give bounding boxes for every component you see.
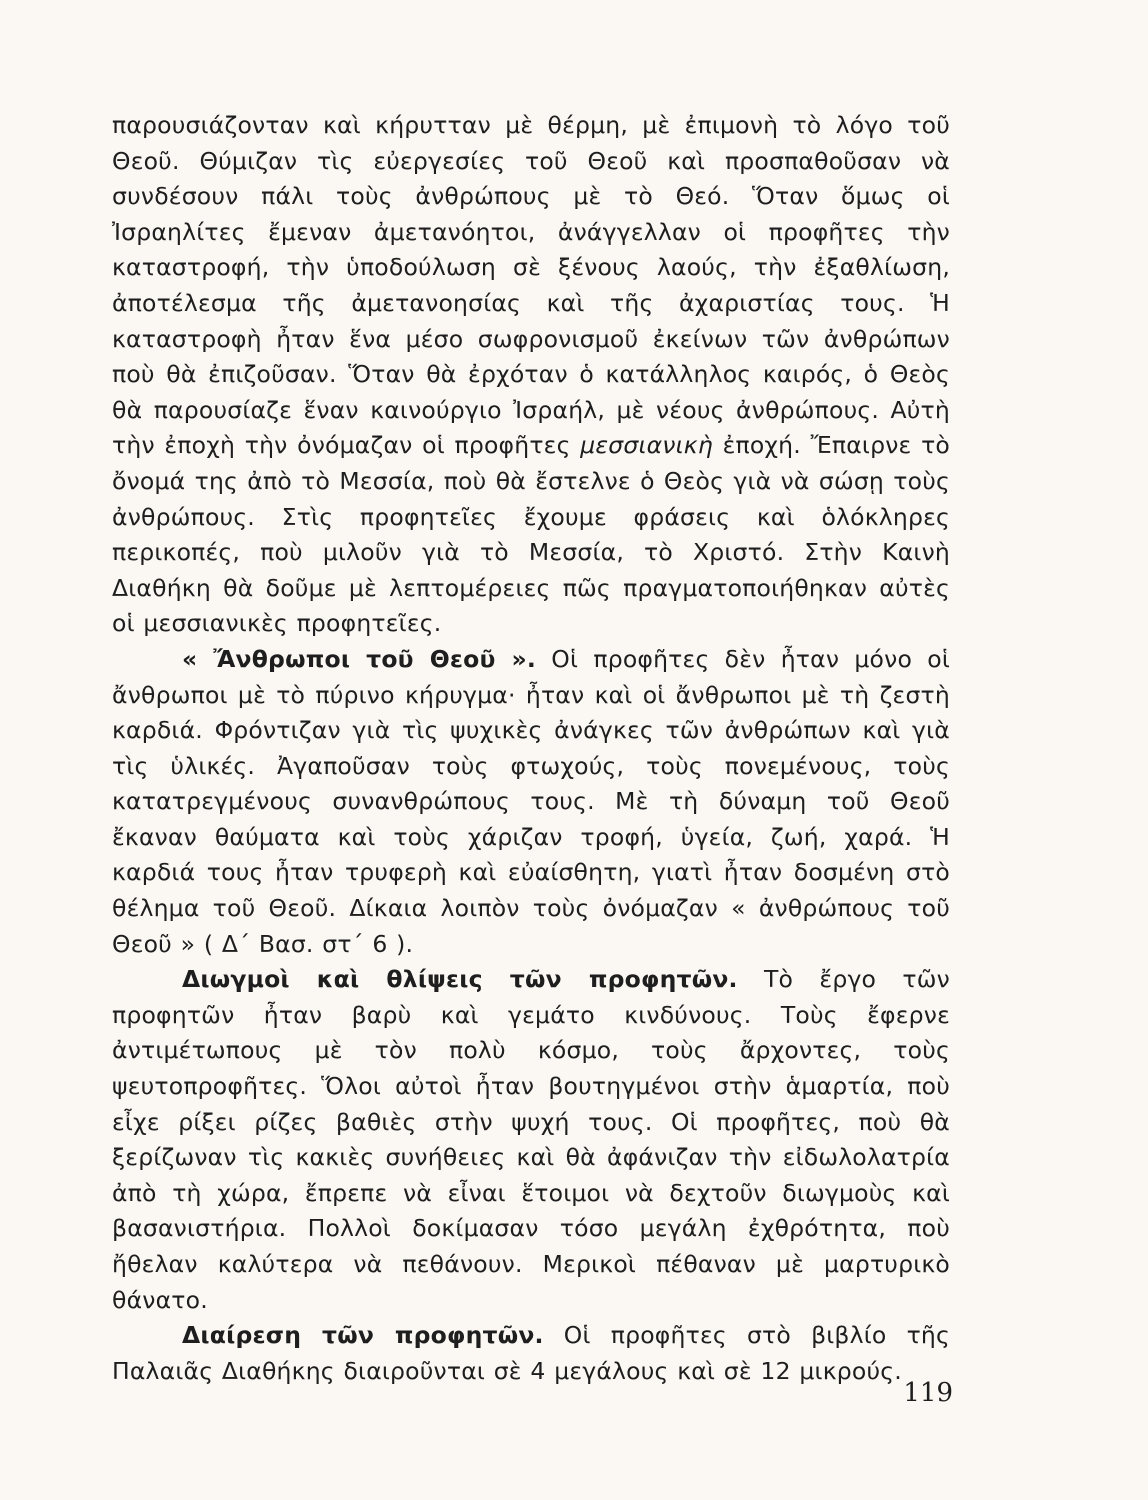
section-heading: Διωγμοὶ καὶ θλίψεις τῶν προφητῶν. (182, 965, 738, 994)
section-heading: Διαίρεση τῶν προφητῶν. (182, 1321, 544, 1350)
paragraph-text: Οἱ προφῆτες στὸ βιβλίο τῆς Παλαιᾶς Διαθήκης διαιροῦνται σὲ 4 μεγάλους καὶ σὲ 12 μικρούς. (112, 1321, 951, 1385)
paragraph-persecutions (112, 962, 950, 1318)
page-number: 119 (903, 1378, 953, 1408)
paragraph-text: παρουσιάζονταν καὶ κήρυτταν μὲ θέρμη, μὲ ἐπιμονὴ τὸ λόγο τοῦ Θεοῦ. Θύμιζαν τὶς εὐεργεσίες τοῦ Θεοῦ καὶ προσπαθοῦσαν νὰ συνδέσουν πάλι τοὺς ἀνθρώπους μὲ τὸ Θεό. Ὅταν ὅμως οἱ Ἰσραηλίτες ἔμεναν ἀμετανόητοι, ἀνάγγελλαν οἱ προφῆτες τὴν καταστροφή, τὴν ὑποδούλωση σὲ ξένους λαούς, τὴν ἐξαθλίωση, ἀποτέλεσμα τῆς ἀμετανοησίας καὶ τῆς ἀχαριστίας τους. Ἡ καταστροφὴ ἦταν ἕνα μέσο σωφρονισμοῦ ἐκείνων τῶν ἀνθρώπων ποὺ θὰ ἐπιζοῦσαν. Ὅταν θὰ ἐρχόταν ὁ κατάλληλος καιρός, ὁ Θεὸς θὰ παρουσίαζε ἕναν καινούργιο Ἰσραήλ, μὲ νέους ἀνθρώπους. Αὐτὴ τὴν ἐποχὴ τὴν ὀνόμαζαν οἱ προφῆτες (112, 111, 950, 460)
paragraph-division (112, 1318, 950, 1389)
paragraph-prophets-message (112, 108, 950, 642)
paragraph-men-of-god (112, 642, 950, 962)
page-text (112, 108, 950, 1389)
paragraph-text-continued: ἐποχή. Ἔπαιρνε τὸ ὄνομά της ἀπὸ τὸ Μεσσία, ποὺ θὰ ἔστελνε ὁ Θεὸς γιὰ νὰ σώσῃ τοὺς ἀνθρώπους. Στὶς προφητεῖες ἔχουμε φράσεις καὶ ὁλόκληρες περικοπές, ποὺ μιλοῦν γιὰ τὸ Μεσσία, τὸ Χριστό. Στὴν Καινὴ Διαθήκη θὰ δοῦμε μὲ λεπτομέρειες πῶς πραγματοποιήθηκαν αὐτὲς οἱ μεσσιανικὲς προφητεῖες. (112, 431, 950, 638)
section-heading: « Ἄνθρωποι τοῦ Θεοῦ ». (182, 644, 537, 673)
paragraph-text: Οἱ προφῆτες δὲν ἦταν μόνο οἱ ἄνθρωποι μὲ τὸ πύρινο κήρυγμα· ἦταν καὶ οἱ ἄνθρωποι μὲ τὴ ζεστὴ καρδιά. Φρόντιζαν γιὰ τὶς ψυχικὲς ἀνάγκες τῶν ἀνθρώπων καὶ γιὰ τὶς ὑλικές. Ἀγαποῦσαν τοὺς φτωχούς, τοὺς πονεμένους, τοὺς κατατρεγμένους συνανθρώπους τους. Μὲ τὴ δύναμη τοῦ Θεοῦ ἔκαναν θαύματα καὶ τοὺς χάριζαν τροφή, ὑγεία, ζωή, χαρά. Ἡ καρδιά τους ἦταν τρυφερὴ καὶ εὐαίσθητη, γιατὶ ἦταν δοσμένη στὸ θέλημα τοῦ Θεοῦ. Δίκαια λοιπὸν τοὺς ὀνόμαζαν « ἀνθρώπους τοῦ Θεοῦ » ( Δ΄ Βασ. στ΄ 6 ). (112, 644, 950, 958)
paragraph-text: Τὸ ἔργο τῶν προφητῶν ἦταν βαρὺ καὶ γεμάτο κινδύνους. Τοὺς ἔφερνε ἀντιμέτωπους μὲ τὸν πολὺ κόσμο, τοὺς ἄρχοντες, τοὺς ψευτοπροφῆτες. Ὅλοι αὐτοὶ ἦταν βουτηγμένοι στὴν ἁμαρτία, ποὺ εἶχε ρίξει ρίζες βαθιὲς στὴν ψυχή τους. Οἱ προφῆτες, ποὺ θὰ ξερίζωναν τὶς κακιὲς συνήθειες καὶ θὰ ἀφάνιζαν τὴν εἰδωλολατρία ἀπὸ τὴ χώρα, ἔπρεπε νὰ εἶναι ἕτοιμοι νὰ δεχτοῦν διωγμοὺς καὶ βασανιστήρια. Πολλοὶ δοκίμασαν τόσο μεγάλη ἐχθρότητα, ποὺ ἤθελαν καλύτερα νὰ πεθάνουν. Μερικοὶ πέθαναν μὲ μαρτυρικὸ θάνατο. (112, 965, 950, 1314)
italic-term: μεσσιανικὴ (580, 431, 713, 460)
